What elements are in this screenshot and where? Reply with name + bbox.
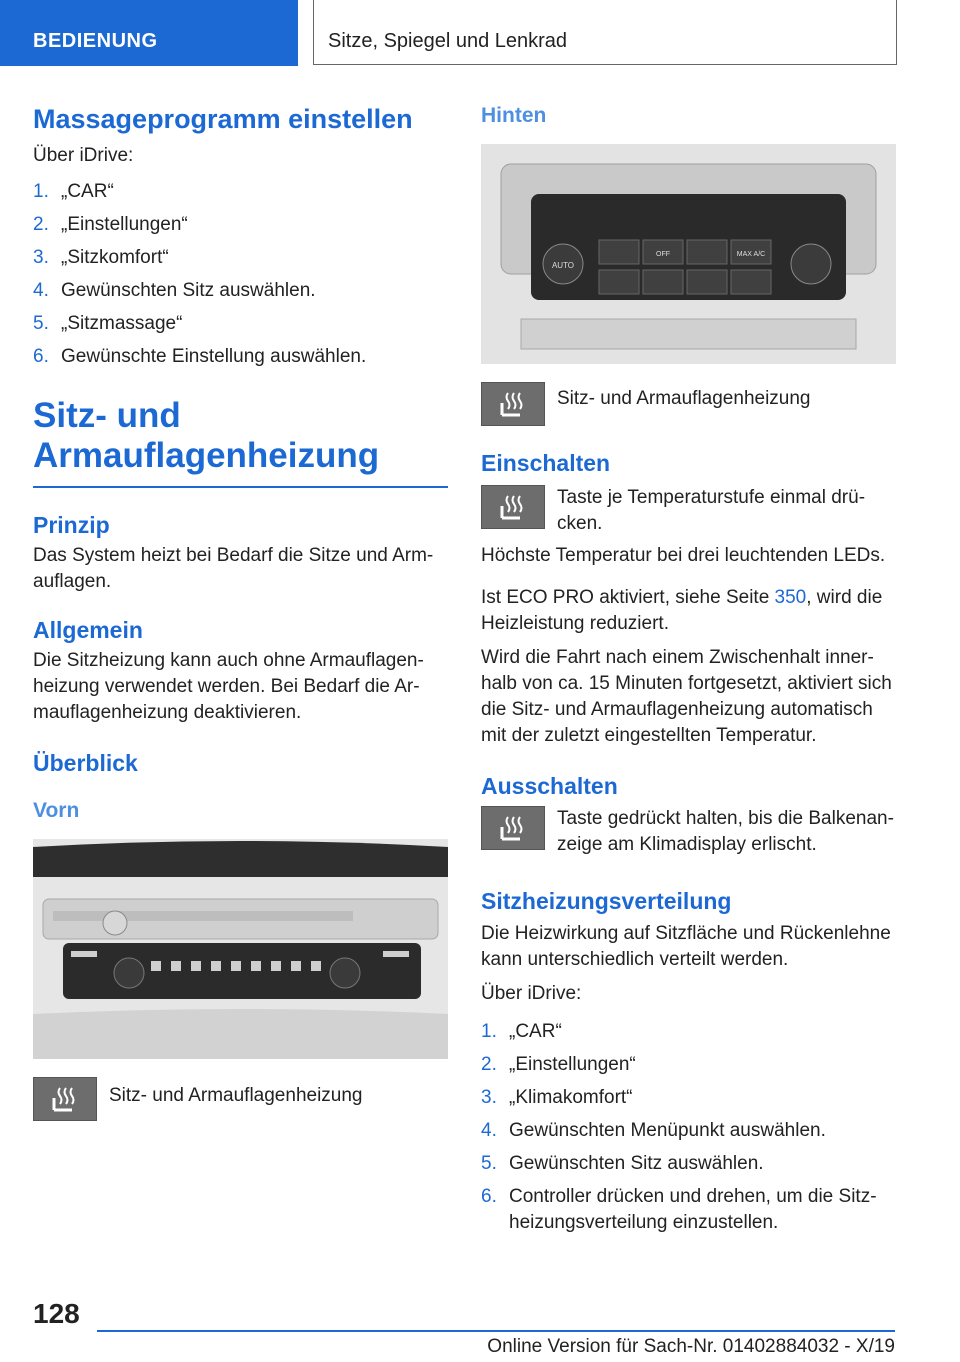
- massage-heading: Massageprogramm einstellen: [33, 104, 413, 134]
- einschalten-p1: Höchste Temperatur bei drei leuchtenden LEDs.: [481, 545, 886, 566]
- section-heading-line1: Sitz- und: [33, 396, 181, 435]
- eco-paragraph: [481, 585, 896, 637]
- step-text: „CAR“: [61, 181, 114, 202]
- rear-auto-label: AUTO: [551, 261, 575, 270]
- eco-text-post: , wird die Heizleistung reduziert.: [481, 587, 883, 634]
- right-column: [481, 100, 896, 1243]
- hinten-heading: Hinten: [481, 104, 547, 127]
- step-text: „Einstellungen“: [509, 1054, 636, 1075]
- section-heading-line2: Armauflagenheizung: [33, 436, 380, 475]
- footer-divider: [97, 1330, 895, 1332]
- ausschalten-heading: Ausschalten: [481, 773, 618, 799]
- step-number: 4.: [33, 280, 49, 301]
- seat-heating-icon: [481, 806, 545, 850]
- step-text: Gewünschten Menüpunkt auswählen.: [509, 1120, 826, 1141]
- step-text: „Sitzkomfort“: [61, 247, 169, 268]
- seat-heating-icon: [33, 1077, 97, 1121]
- step-text: Gewünschten Sitz auswählen.: [61, 280, 316, 301]
- list-item: [481, 1118, 896, 1144]
- list-item: [481, 1151, 896, 1177]
- verteilung-heading: Sitzheizungsverteilung: [481, 888, 732, 914]
- section-label: BEDIENUNG: [33, 30, 158, 52]
- rear-max-ac-label: MAX A/C: [736, 251, 766, 258]
- allgemein-text: Die Sitzheizung kann auch ohne Armauflagenheizung verwendet werden. Bei Bedarf die Armauflagenheizung deaktivieren.: [33, 650, 424, 723]
- footer-version-text: Online Version für Sach-Nr. 01402884032 - X/19: [487, 1336, 895, 1357]
- list-item: [33, 212, 448, 238]
- list-item: [33, 344, 448, 370]
- list-item: [481, 1052, 896, 1078]
- list-item: [33, 311, 448, 337]
- section-tab: [0, 0, 298, 66]
- chapter-title: Sitze, Spiegel und Lenkrad: [328, 30, 568, 52]
- step-text: „Sitzmassage“: [61, 313, 183, 334]
- ueberblick-heading: Überblick: [33, 750, 138, 776]
- page-link[interactable]: 350: [774, 587, 807, 608]
- list-item: [481, 1019, 896, 1045]
- step-number: 3.: [481, 1087, 497, 1108]
- einschalten-icon-text: Taste je Temperaturstufe einmal drücken.: [557, 487, 866, 534]
- step-text: „CAR“: [509, 1021, 562, 1042]
- seat-heating-icon: [481, 485, 545, 529]
- ausschalten-row: [481, 806, 896, 858]
- einschalten-p3: Wird die Fahrt nach einem Zwischenhalt innerhalb von ca. 15 Minuten fortgesetzt, aktiviert sich die Sitz- und Armauflagenheizung automatisch mit der zuletzt eingestellten Temperatur.: [481, 647, 892, 746]
- einschalten-row: [481, 485, 896, 537]
- step-text: „Klimakomfort“: [509, 1087, 633, 1108]
- eco-text-pre: Ist ECO PRO aktiviert, siehe Seite: [481, 587, 775, 608]
- section-heading: [33, 396, 448, 488]
- rear-caption: Sitz- und Armauflagenheizung: [557, 388, 811, 409]
- list-item: [481, 1085, 896, 1111]
- list-item: [33, 245, 448, 271]
- list-item: [481, 1184, 896, 1236]
- rear-climate-panel-image: [481, 144, 896, 364]
- step-text: Gewünschten Sitz auswählen.: [509, 1153, 764, 1174]
- step-number: 2.: [33, 214, 49, 235]
- massage-intro: Über iDrive:: [33, 145, 134, 166]
- page-number: 128: [33, 1298, 80, 1329]
- einschalten-heading: Einschalten: [481, 450, 611, 476]
- prinzip-text: Das System heizt bei Bedarf die Sitze und Armauflagen.: [33, 545, 434, 592]
- step-number: 6.: [33, 346, 49, 367]
- front-caption: Sitz- und Armauflagenheizung: [109, 1085, 363, 1106]
- verteilung-intro: Über iDrive:: [481, 983, 582, 1004]
- rear-off-label: OFF: [656, 251, 670, 258]
- massage-steps: [33, 179, 448, 370]
- allgemein-heading: Allgemein: [33, 617, 143, 643]
- rear-panel-photo: [481, 144, 896, 364]
- step-number: 4.: [481, 1120, 497, 1141]
- front-panel-photo: [33, 839, 448, 1059]
- front-caption-row: [33, 1077, 448, 1121]
- left-column: [33, 100, 448, 1121]
- step-number: 1.: [481, 1021, 497, 1042]
- step-number: 1.: [33, 181, 49, 202]
- ausschalten-icon-text: Taste gedrückt halten, bis die Balkenanzeige am Klimadisplay erlischt.: [557, 808, 894, 855]
- list-item: [33, 278, 448, 304]
- step-number: 2.: [481, 1054, 497, 1075]
- verteilung-text: Die Heizwirkung auf Sitzfläche und Rückenlehne kann unterschiedlich verteilt werden.: [481, 923, 891, 970]
- front-climate-panel-image: [33, 839, 448, 1059]
- step-number: 5.: [33, 313, 49, 334]
- step-text: „Einstellungen“: [61, 214, 188, 235]
- step-text: Controller drücken und drehen, um die Sitzheizungsverteilung einzustellen.: [509, 1186, 877, 1233]
- chapter-header: [313, 0, 897, 65]
- step-text: Gewünschte Einstellung auswählen.: [61, 346, 367, 367]
- step-number: 6.: [481, 1186, 497, 1207]
- rear-caption-row: [481, 382, 896, 426]
- verteilung-steps: [481, 1019, 896, 1236]
- seat-heating-icon: [481, 382, 545, 426]
- prinzip-heading: Prinzip: [33, 512, 110, 538]
- step-number: 3.: [33, 247, 49, 268]
- step-number: 5.: [481, 1153, 497, 1174]
- list-item: [33, 179, 448, 205]
- vorn-heading: Vorn: [33, 799, 80, 822]
